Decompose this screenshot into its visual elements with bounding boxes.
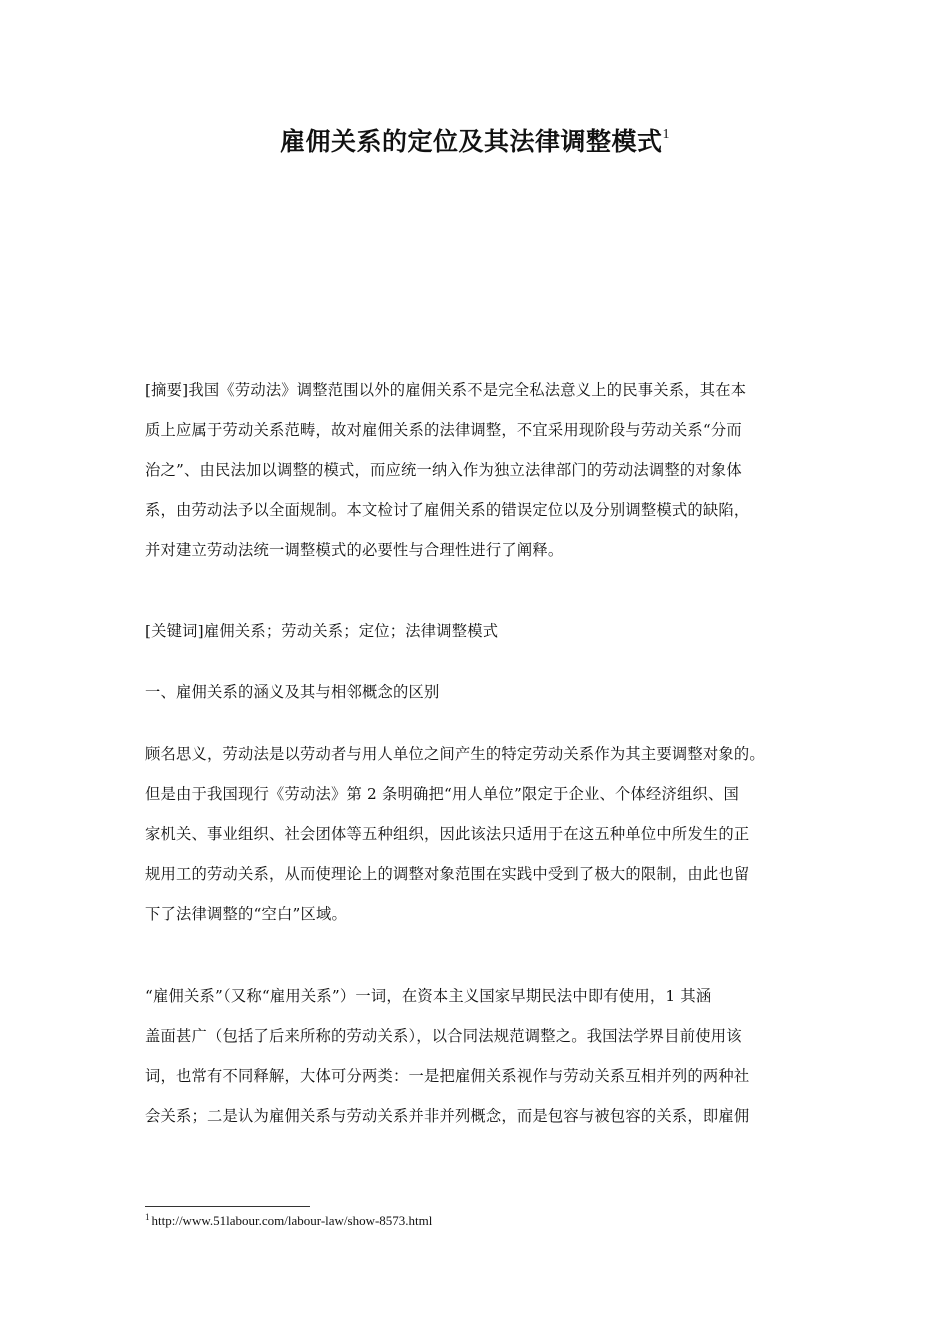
- abstract-line: 并对建立劳动法统一调整模式的必要性与合理性进行了阐释。: [145, 541, 564, 559]
- paragraph-line: 但是由于我国现行《劳动法》第 2 条明确把“用人单位”限定于企业、个体经济组织、国: [145, 785, 739, 803]
- abstract-line: [摘要]我国《劳动法》调整范围以外的雇佣关系不是完全私法意义上的民事关系，其在本: [145, 381, 747, 399]
- footnote-marker: 1: [145, 1212, 150, 1222]
- paragraph-line: 会关系；二是认为雇佣关系与劳动关系并非并列概念，而是包容与被包容的关系，即雇佣: [145, 1107, 750, 1125]
- section-heading: 一、雇佣关系的涵义及其与相邻概念的区别: [145, 683, 440, 701]
- paragraph-line: “雇佣关系”（又称“雇用关系”）一词，在资本主义国家早期民法中即有使用，1 其涵: [145, 987, 712, 1005]
- abstract-line: 质上应属于劳动关系范畴，故对雇佣关系的法律调整，不宜采用现阶段与劳动关系“分而: [145, 421, 742, 439]
- paragraph-line: 家机关、事业组织、社会团体等五种组织，因此该法只适用于在这五种单位中所发生的正: [145, 825, 750, 843]
- abstract-block: [145, 370, 805, 570]
- footnote: [145, 1211, 432, 1231]
- title-text: 雇佣关系的定位及其法律调整模式: [279, 127, 663, 156]
- keywords-line: [关键词]雇佣关系；劳动关系；定位；法律调整模式: [145, 622, 499, 640]
- paragraph-line: 盖面甚广（包括了后来所称的劳动关系），以合同法规范调整之。我国法学界目前使用该: [145, 1027, 742, 1045]
- footnote-link[interactable]: http://www.51labour.com/labour-law/show-8573.html: [151, 1213, 433, 1228]
- paragraph-line: 顾名思义，劳动法是以劳动者与用人单位之间产生的特定劳动关系作为其主要调整对象的。: [145, 745, 765, 763]
- section-heading-block: [145, 672, 805, 712]
- abstract-line: 系，由劳动法予以全面规制。本文检讨了雇佣关系的错误定位以及分别调整模式的缺陷，: [145, 501, 750, 519]
- document-title: [0, 122, 950, 162]
- paragraph-line: 词，也常有不同释解，大体可分两类：一是把雇佣关系视作与劳动关系互相并列的两种社: [145, 1067, 750, 1085]
- keywords-block: [145, 611, 805, 651]
- paragraph-line: 规用工的劳动关系，从而使理论上的调整对象范围在实践中受到了极大的限制，由此也留: [145, 865, 750, 883]
- paragraph-2: [145, 976, 805, 1136]
- abstract-line: 治之”、由民法加以调整的模式，而应统一纳入作为独立法律部门的劳动法调整的对象体: [145, 461, 742, 479]
- paragraph-1: [145, 734, 825, 934]
- footnote-separator: [145, 1206, 310, 1207]
- paragraph-line: 下了法律调整的“空白”区域。: [145, 905, 348, 923]
- title-footnote-marker[interactable]: 1: [662, 127, 670, 142]
